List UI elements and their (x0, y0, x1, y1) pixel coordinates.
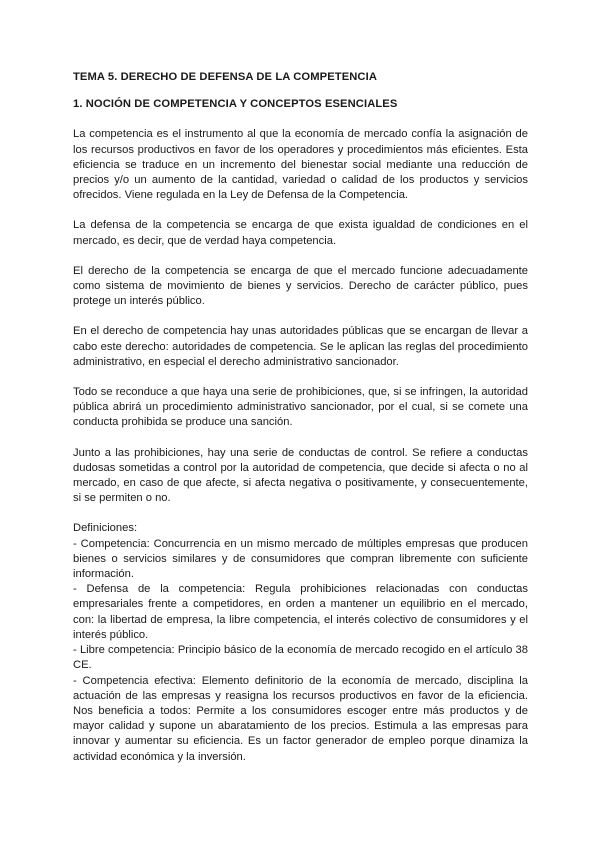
paragraph-prohibiciones: Todo se reconduce a que haya una serie de prohibiciones, que, si se infringen, la autoridad pública abrirá un procedimiento administrativo sancionador, por el cual, si se comete una conducta prohibida se produce una sanción. (73, 386, 528, 429)
definition-competencia: - Competencia: Concurrencia en un mismo mercado de múltiples empresas que producen bienes o servicios similares y de consumidores que compran libremente con suficiente información. (73, 537, 528, 581)
paragraph-competencia: La competencia es el instrumento al que la economía de mercado confía la asignación de los recursos productivos en favor de los operadores y procedimientos más eficientes. Esta eficiencia se traduce en un incremento del bienestar social mediante una reducción de precios y/o un aumento de la cantidad, variedad o calidad de los productos y servicios ofrecidos. Viene regulada en la Ley de Defensa de la Competencia. (73, 128, 528, 202)
definitions-heading: Definiciones: (73, 522, 138, 535)
definition-competencia-efectiva: - Competencia efectiva: Elemento definitorio de la economía de mercado, disciplina la actuación de las empresas y reasigna los recursos productivos en favor de la eficiencia. Nos beneficia a todos: Permite a los consumidores escoger entre más productos y de mayor calidad y supone un abaratamiento de los precios. Estimula a las empresas para innovar y aumentar su eficiencia. Es un factor generador de empleo porque dinamiza la actividad económica y la inversión. (73, 674, 528, 763)
document-title: TEMA 5. DERECHO DE DEFENSA DE LA COMPETENCIA (73, 71, 377, 83)
paragraph-autoridades: En el derecho de competencia hay unas autoridades públicas que se encargan de llevar a cabo este derecho: autoridades de competencia. Se le aplican las reglas del procedimiento administrativo, en especial el derecho administrativo sancionador. (73, 325, 528, 368)
section-title: 1. NOCIÓN DE COMPETENCIA Y CONCEPTOS ESENCIALES (73, 98, 398, 111)
definition-libre-competencia: - Libre competencia: Principio básico de la economía de mercado recogido en el artículo 38 CE. (73, 644, 528, 672)
paragraph-control: Junto a las prohibiciones, hay una serie de conductas de control. Se refiere a conductas dudosas sometidas a control por la autoridad de competencia, que decide si afecta o no al mercado, en caso de que afecte, si afecta negativa o positivamente, y consecuentemente, si se permiten o no. (73, 446, 528, 505)
paragraph-defensa: La defensa de la competencia se encarga de que exista igualdad de condiciones en el mercado, es decir, que de verdad haya competencia. (73, 219, 528, 247)
document-page (73, 70, 528, 765)
definition-defensa-competencia: - Defensa de la competencia: Regula prohibiciones relacionadas con conductas empresariales frente a competidores, en orden a mantener un equilibrio en el mercado, con: la libertad de empresa, la libre competencia, el interés colectivo de consumidores y el interés público. (73, 583, 528, 641)
paragraph-derecho: El derecho de la competencia se encarga de que el mercado funcione adecuadamente como sistema de movimiento de bienes y servicios. Derecho de carácter público, pues protege un interés público. (73, 264, 528, 308)
definitions-block (73, 521, 528, 764)
